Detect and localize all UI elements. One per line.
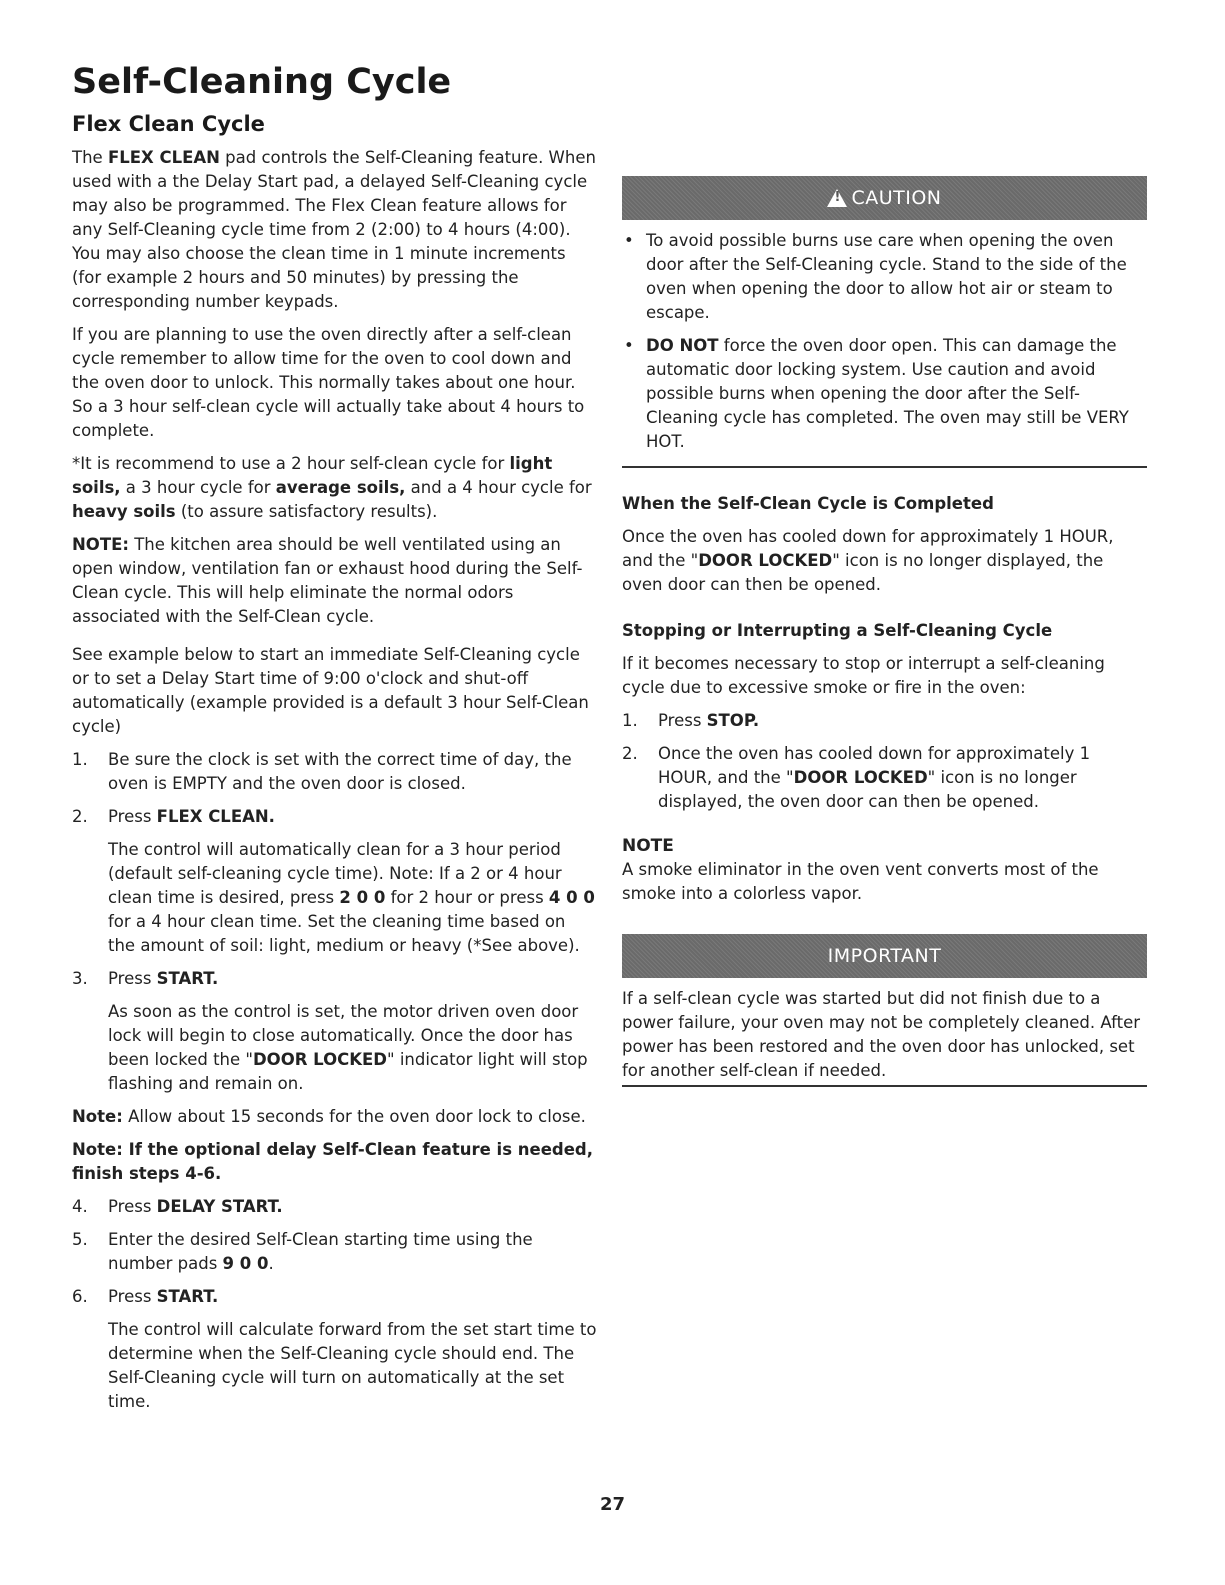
text-run: Once the oven has cooled down for approximately 1 HOUR, and the ": [658, 744, 1091, 787]
soil-recommendation-paragraph: [72, 452, 597, 524]
text-run: Be sure the clock is set with the correct time of day, the oven is EMPTY and the oven door is closed.: [108, 750, 572, 793]
caution-banner: [622, 176, 1147, 220]
section-subtitle: Flex Clean Cycle: [72, 112, 265, 136]
text-run: The control will automatically clean for a 3 hour period (default self-cleaning cycle time). Note: If a 2 or 4 hour clean time is desired, press: [108, 840, 562, 907]
bold-text: START.: [156, 969, 219, 988]
text-run: Once the oven has cooled down for approximately 1 HOUR, and the ": [622, 527, 1114, 570]
bold-text: DOOR LOCKED: [793, 768, 928, 787]
bold-text: STOP.: [706, 711, 760, 730]
bold-text: light soils,: [72, 454, 553, 497]
text-run: Press: [108, 1287, 157, 1306]
bold-text: START.: [156, 1287, 219, 1306]
completed-text: [622, 525, 1147, 597]
page-title: Self-Cleaning Cycle: [72, 62, 452, 102]
text-run: Press: [108, 807, 157, 826]
important-text: If a self-clean cycle was started but did not finish due to a power failure, your oven may not be completely cleaned. After power has been restored and the oven door has unlocked, set for another self-clean if needed.: [622, 989, 1141, 1080]
text-run: force the oven door open. This can damage the automatic door locking system. Use caution and avoid possible burns when opening the door after the Self-Cleaning cycle has completed. The oven may still be VERY HOT.: [646, 336, 1129, 451]
step-text: [658, 742, 1147, 814]
text-run: Allow about 15 seconds for the oven door lock to close.: [122, 1107, 586, 1126]
bold-text: 4 0 0: [548, 888, 595, 907]
text-run: for 2 hour or press: [385, 888, 549, 907]
text-run: .: [268, 1254, 274, 1273]
step-number: 2.: [622, 744, 638, 763]
bold-text: DOOR LOCKED: [252, 1050, 387, 1069]
bold-text: heavy soils: [72, 502, 176, 521]
step-2-detail: [72, 838, 597, 958]
text-run: The control will calculate forward from the set start time to determine when the Self-Cleaning cycle should end. The Self-Cleaning cycle will turn on automatically at the set time.: [108, 1320, 597, 1411]
step-number: 3.: [72, 969, 88, 988]
step-6-detail: [72, 1318, 597, 1414]
warning-triangle-icon: [827, 189, 847, 207]
step-number: 1.: [72, 750, 88, 769]
caution-bullet-1: [622, 229, 1147, 325]
step-text: [108, 1195, 597, 1219]
text-run: Enter the desired Self-Clean starting time using the number pads: [108, 1230, 533, 1273]
stop-step-2: [622, 742, 1147, 814]
text-run: The kitchen area should be well ventilated using an open window, ventilation fan or exhaust hood during the Self-Clean cycle. This will help eliminate the normal odors associated with the Self-Clean cycle.: [72, 535, 583, 626]
text-run: Press: [658, 711, 707, 730]
text-run: As soon as the control is set, the motor driven oven door lock will begin to close automatically. Once the door has been locked the ": [108, 1002, 579, 1069]
right-column: [622, 176, 1147, 1087]
bold-text: DO NOT: [646, 336, 719, 355]
bullet-text: [646, 334, 1147, 454]
bold-text: Note: If the optional delay Self-Clean feature is needed, finish steps 4-6.: [72, 1140, 593, 1183]
ventilation-note: [72, 533, 597, 629]
bold-text: DELAY START.: [156, 1197, 283, 1216]
left-column: [72, 146, 597, 1414]
step-text: [108, 1228, 597, 1276]
step-3: [72, 967, 597, 991]
section-divider: [622, 1085, 1147, 1087]
intro-paragraph: [72, 146, 597, 314]
text-run: pad controls the Self-Cleaning feature. When used with a the Delay Start pad, a delayed Self-Cleaning cycle may also be programmed. The Flex Clean feature allows for any Self-Cleaning cycle time from 2 (2:00) to 4 hours (4:00). You may also choose the clean time in 1 minute increments (for example 2 hours and 50 minutes) by pressing the corresponding number keypads.: [72, 148, 596, 311]
completed-heading: When the Self-Clean Cycle is Completed: [622, 494, 994, 513]
bold-text: DOOR LOCKED: [698, 551, 833, 570]
step-number: 2.: [72, 807, 88, 826]
step-text: [658, 709, 1147, 733]
bullet-text: [646, 229, 1147, 325]
example-intro-paragraph: See example below to start an immediate Self-Cleaning cycle or to set a Delay Start time of 9:00 o'clock and shut-off automatically (example provided is a default 3 hour Self-Clean cycle): [72, 645, 589, 736]
text-run: *It is recommend to use a 2 hour self-clean cycle for: [72, 454, 510, 473]
text-run: " icon is no longer displayed, the oven door can then be opened.: [622, 551, 1104, 594]
bold-text: Note:: [72, 1107, 123, 1126]
cooldown-paragraph: If you are planning to use the oven directly after a self-clean cycle remember to allow time for the oven to cool down and the oven door to unlock. This normally takes about one hour. So a 3 hour self-clean cycle will actually take about 4 hours to complete.: [72, 325, 585, 440]
step-number: 6.: [72, 1287, 88, 1306]
text-run: " icon is no longer displayed, the oven door can then be opened.: [658, 768, 1077, 811]
text-run: (to assure satisfactory results).: [175, 502, 438, 521]
step-5: [72, 1228, 597, 1276]
text-run: Press: [108, 1197, 157, 1216]
step-2: [72, 805, 597, 829]
bold-text: average soils,: [275, 478, 406, 497]
bullet-icon: •: [624, 231, 634, 250]
step-text: [108, 967, 597, 991]
bold-text: 2 0 0: [339, 888, 386, 907]
text-run: Press: [108, 969, 157, 988]
step-6: [72, 1285, 597, 1309]
door-lock-note: [72, 1105, 597, 1129]
step-number: 5.: [72, 1230, 88, 1249]
note-text: A smoke eliminator in the oven vent converts most of the smoke into a colorless vapor.: [622, 860, 1099, 903]
bold-text: NOTE:: [72, 535, 129, 554]
text-run: a 3 hour cycle for: [120, 478, 276, 497]
stopping-heading: Stopping or Interrupting a Self-Cleaning Cycle: [622, 621, 1053, 640]
text-run: for a 4 hour clean time. Set the cleaning time based on the amount of soil: light, medium or heavy (*See above).: [108, 912, 580, 955]
text-run: To avoid possible burns use care when opening the oven door after the Self-Cleaning cycle. Stand to the side of the oven when opening the door to allow hot air or steam to escape.: [646, 231, 1127, 322]
caution-label: CAUTION: [851, 187, 942, 209]
note-heading: NOTE: [622, 836, 674, 856]
stopping-text: If it becomes necessary to stop or interrupt a self-cleaning cycle due to excessive smoke or fire in the oven:: [622, 654, 1105, 697]
page-number: 27: [599, 1494, 626, 1515]
important-label: IMPORTANT: [827, 945, 942, 967]
stop-step-1: [622, 709, 1147, 733]
step-text: [108, 748, 597, 796]
bold-text: FLEX CLEAN: [107, 148, 220, 167]
step-number: 4.: [72, 1197, 88, 1216]
text-run: and a 4 hour cycle for: [405, 478, 592, 497]
step-text: [108, 805, 597, 829]
important-banner: [622, 934, 1147, 978]
step-number: 1.: [622, 711, 638, 730]
bold-text: 9 0 0: [222, 1254, 269, 1273]
delay-feature-note: [72, 1138, 597, 1186]
step-4: [72, 1195, 597, 1219]
text-run: The: [72, 148, 108, 167]
caution-bullet-2: [622, 334, 1147, 454]
text-run: " indicator light will stop flashing and remain on.: [108, 1050, 588, 1093]
step-3-detail: [72, 1000, 597, 1096]
bullet-icon: •: [624, 336, 634, 355]
step-text: [108, 1285, 597, 1309]
bold-text: FLEX CLEAN.: [156, 807, 275, 826]
step-1: [72, 748, 597, 796]
